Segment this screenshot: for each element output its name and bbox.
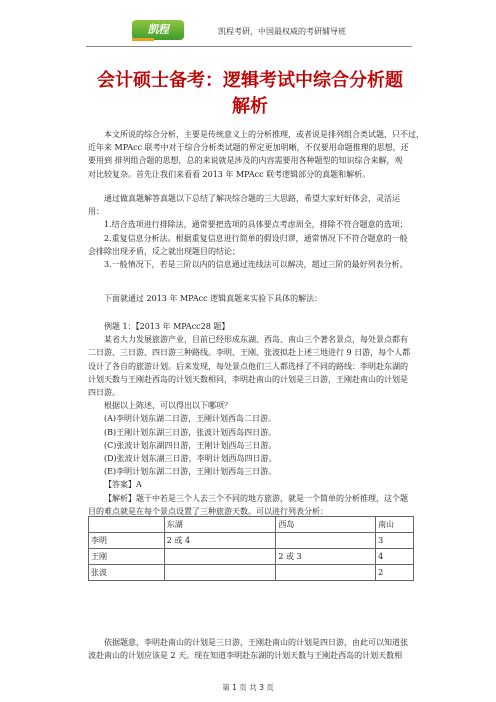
intro-paragraph xyxy=(88,128,424,181)
table-cell: 王刚 xyxy=(89,549,165,565)
problem-line: 四日游。 xyxy=(88,388,120,398)
table-cell: 2 xyxy=(376,565,414,581)
logo-accent-bar xyxy=(132,38,154,41)
analysis-table xyxy=(88,516,414,581)
analysis-line: 【解析】题干中若是三个人去三个不同的地方旅游，就是一个简单的分析推理，这个题 xyxy=(104,493,408,503)
option-line: (B)王刚计划东湖三日游，张波计划西岛四日游。 xyxy=(104,427,277,437)
header-slogan: 凯程考研，中国最权威的考研辅导班 xyxy=(218,27,346,36)
table-row xyxy=(89,565,414,581)
title-line-2: 解析 xyxy=(232,96,268,117)
table-cell xyxy=(276,533,376,549)
table-cell xyxy=(276,565,376,581)
table-header-cell: 西岛 xyxy=(276,517,376,533)
table-row xyxy=(89,549,414,565)
table-header-cell xyxy=(89,517,165,533)
intro-line: 对比较复杂。首先让我们来看看 2013 年 MPAcc 联考逻辑部分的真题和解析。 xyxy=(88,169,371,179)
strategy-line: 3.一般情况下，若是三阶以内的信息通过连线法可以解决，超过三阶的最好列表分析。 xyxy=(104,260,408,270)
strategy-line: 通过做真题解答真题以下总结了解决综合题的三大思路，希望大家好好体会，灵活运 xyxy=(104,194,400,203)
table-cell: 3 xyxy=(376,533,414,549)
kaicheng-logo xyxy=(132,20,184,40)
option-line: (A)李明计划东湖二日游，王刚计划西岛二日游。 xyxy=(104,414,277,424)
answer-line: 【答案】A xyxy=(104,480,142,490)
question-line: 根据以上陈述，可以得出以下哪项？ xyxy=(104,401,232,411)
table-header-cell: 东湖 xyxy=(164,517,276,533)
analysis-line: 目的难点就是在每个景点设置了三种旅游天数。可以进行列表分析： xyxy=(88,506,328,516)
example-heading: 例题 1：【2013 年 MPAcc28 题】 xyxy=(104,322,230,331)
strategy-line: 用： xyxy=(88,207,104,217)
document-title xyxy=(60,68,440,120)
option-line: (E)李明计划东湖二日游，王刚计划西岛三日游。 xyxy=(104,467,277,477)
table-cell: 李明 xyxy=(89,533,165,549)
after-table-paragraph xyxy=(88,636,412,662)
strategy-paragraph xyxy=(88,192,412,271)
option-line: (C)张波计划东湖四日游，王刚计划西岛三日游。 xyxy=(104,440,277,450)
strategy-line: 1.结合选项进行排除法，通常要把选项的具体要点考虑周全，排除不符合题意的选项； xyxy=(104,220,408,230)
logo-text: 凯程 xyxy=(147,23,169,36)
table-cell: 4 xyxy=(376,549,414,565)
intro-line: 本文所说的综合分析，主要是传统意义上的分析推理，或者说是排列组合类试题，只不过， xyxy=(104,130,424,139)
table-cell: 2 或 4 xyxy=(164,533,276,549)
lead-paragraph xyxy=(88,292,412,305)
strategy-line: 会排除出现矛盾，反之就出现题目的结论； xyxy=(88,246,240,256)
intro-line: 要用到 排列组合题的思想，总的来说就是涉及的内容需要用各种题型的知识综合来解，观 xyxy=(88,156,403,166)
page-footer: 第 1 页 共 3 页 xyxy=(222,683,274,692)
problem-line: 设计了各自的旅游计划。后来发现，每处景点他们三人都选择了不同的路线：李明赴东湖的 xyxy=(88,361,408,371)
problem-line: 计划天数与王刚赴西岛的计划天数相同，李明赴南山的计划是三日游，王刚赴南山的计划是 xyxy=(88,374,408,384)
table-row xyxy=(89,533,414,549)
strategy-line: 2.重复信息分析法。根据重复信息进行简单的假设归谬，通常情况下不符合题意的一般 xyxy=(104,233,408,243)
example-section xyxy=(88,320,412,518)
table-cell: 张波 xyxy=(89,565,165,581)
title-line-1: 会计硕士备考：逻辑考试中综合分析题 xyxy=(97,70,403,91)
problem-line: 二日游、三日游、四日游三种路线。李明、王刚、张波拟赴上述三地进行 9 日游，每个人都 xyxy=(88,348,411,358)
after-line: 波赴南山的计划应该是 2 天。现在知道李明赴东湖的计划天数与王刚赴西岛的计划天数相 xyxy=(88,651,403,661)
intro-line: 近年来 MPAcc 联考中对于综合分析类试题的界定更加明晰，不仅要用命题推理的思想，还 xyxy=(88,143,409,153)
problem-line: 某省大力发展旅游产业，目前已经形成东湖、西岛、南山三个著名景点，每处景点都有 xyxy=(104,335,408,345)
table-header-cell: 南山 xyxy=(376,517,414,533)
table-header-row xyxy=(89,517,414,533)
after-line: 依据题意，李明赴南山的计划是三日游，王刚赴南山的计划是四日游，由此可以知道张 xyxy=(104,638,408,647)
table-cell: 2 或 3 xyxy=(276,549,376,565)
lead-line: 下面就通过 2013 年 MPAcc 逻辑真题来实验下具体的解法： xyxy=(104,294,323,303)
page-header xyxy=(86,16,412,47)
table-cell xyxy=(164,565,276,581)
table-cell xyxy=(164,549,276,565)
option-line: (D)张波计划东湖三日游，李明计划西岛四日游。 xyxy=(104,454,277,464)
